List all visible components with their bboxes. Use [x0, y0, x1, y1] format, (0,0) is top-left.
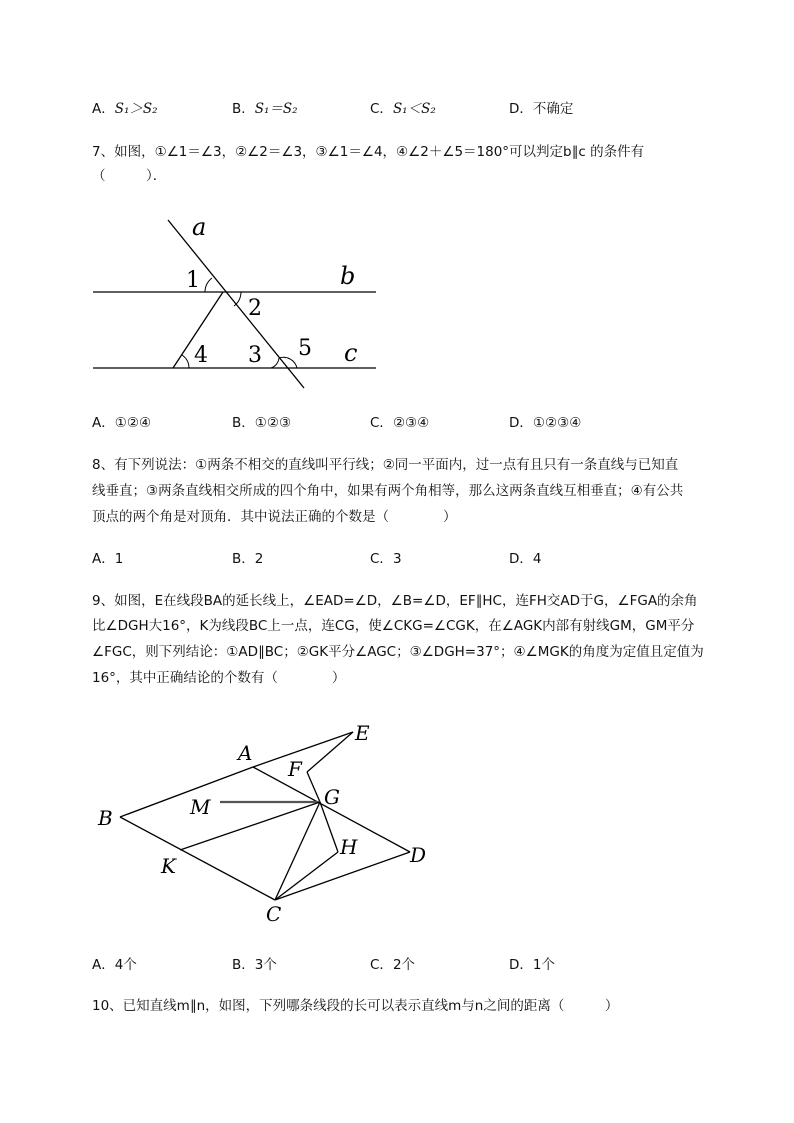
angle-2-arc — [234, 292, 241, 306]
q9-option-c: C．2个 — [370, 957, 416, 973]
label-2: 2 — [248, 296, 262, 321]
q7-stem-line2: （ ）． — [92, 168, 167, 184]
label-B: B — [98, 806, 113, 830]
label-a: a — [192, 213, 207, 241]
segment-ba — [120, 767, 253, 817]
q7-figure — [88, 208, 388, 398]
segment-gc — [275, 802, 320, 900]
label-M: M — [190, 795, 211, 819]
label-D: D — [410, 843, 427, 867]
label-F: F — [288, 757, 302, 781]
segment-ad — [253, 767, 410, 852]
label-c: c — [344, 339, 358, 367]
q9-figure — [95, 712, 445, 930]
q7-stem-line1: 7、如图，①∠1＝∠3，②∠2＝∠3，③∠1＝∠4，④∠2＋∠5＝180°可以判定b∥c 的条件有 — [92, 144, 645, 160]
angle-4-arc — [182, 355, 189, 368]
label-4: 4 — [194, 343, 208, 368]
label-E: E — [355, 721, 370, 745]
q8-stem-line3: 顶点的两个角是对顶角．其中说法正确的个数是（ ） — [92, 509, 457, 525]
segment-cd — [275, 852, 410, 900]
q8-option-d: D．4 — [509, 551, 542, 567]
q9-option-d: D．1个 — [509, 957, 555, 973]
q6-option-d: D．不确定 — [509, 101, 574, 117]
q8-option-a: A．1 — [92, 551, 124, 567]
label-5: 5 — [298, 336, 312, 361]
angle-3-arc — [271, 358, 279, 368]
q9-stem-line4: 16°，其中正确结论的个数有（ ） — [92, 670, 346, 686]
segment-bc — [120, 817, 275, 900]
label-A: A — [238, 741, 253, 765]
segment-gh — [320, 802, 338, 852]
angle-1-arc — [205, 278, 212, 292]
label-C: C — [266, 902, 282, 926]
q7-option-b: B．①②③ — [232, 415, 292, 431]
label-3: 3 — [248, 343, 262, 368]
q8-option-c: C．3 — [370, 551, 402, 567]
q9-option-b: B．3个 — [232, 957, 277, 973]
q7-option-c: C．②③④ — [370, 415, 430, 431]
q8-option-b: B．2 — [232, 551, 264, 567]
q9-stem-line1: 9、如图，E在线段BA的延长线上，∠EAD=∠D，∠B=∠D，EF∥HC，连FH交AD于G，∠FGA的余角 — [92, 593, 698, 609]
angle-5-arc — [279, 357, 297, 368]
q6-option-b: B．S₁＝S₂ — [232, 101, 298, 117]
segment-ae — [253, 732, 353, 767]
q9-stem-line3: ∠FGC，则下列结论：①AD∥BC；②GK平分∠AGC；③∠DGH=37°；④∠MGK的角度为定值且定值为 — [92, 644, 704, 660]
segment-ch — [275, 852, 338, 900]
q7-option-d: D．①②③④ — [509, 415, 582, 431]
label-1: 1 — [186, 268, 200, 293]
q9-stem-line2: 比∠DGH大16°，K为线段BC上一点，连CG，使∠CKG=∠CGK，在∠AGK内部有射线GM，GM平分 — [92, 618, 695, 634]
label-b: b — [340, 262, 356, 290]
label-K: K — [161, 854, 176, 878]
q6-option-a: A．S₁＞S₂ — [92, 101, 158, 117]
label-H: H — [340, 835, 358, 859]
label-G: G — [324, 785, 340, 809]
q7-option-a: A．①②④ — [92, 415, 152, 431]
q10-stem-line1: 10、已知直线m∥n，如图，下列哪条线段的长可以表示直线m与n之间的距离（ ） — [92, 998, 619, 1014]
q9-option-a: A．4个 — [92, 957, 137, 973]
q6-option-c: C．S₁＜S₂ — [370, 101, 436, 117]
q8-stem-line1: 8、有下列说法：①两条不相交的直线叫平行线；②同一平面内，过一点有且只有一条直线与已知直 — [92, 457, 679, 473]
segment-ef — [307, 732, 353, 772]
q8-stem-line2: 线垂直；③两条直线相交所成的四个角中，如果有两个角相等，那么这两条直线互相垂直；④有公共 — [92, 483, 684, 499]
